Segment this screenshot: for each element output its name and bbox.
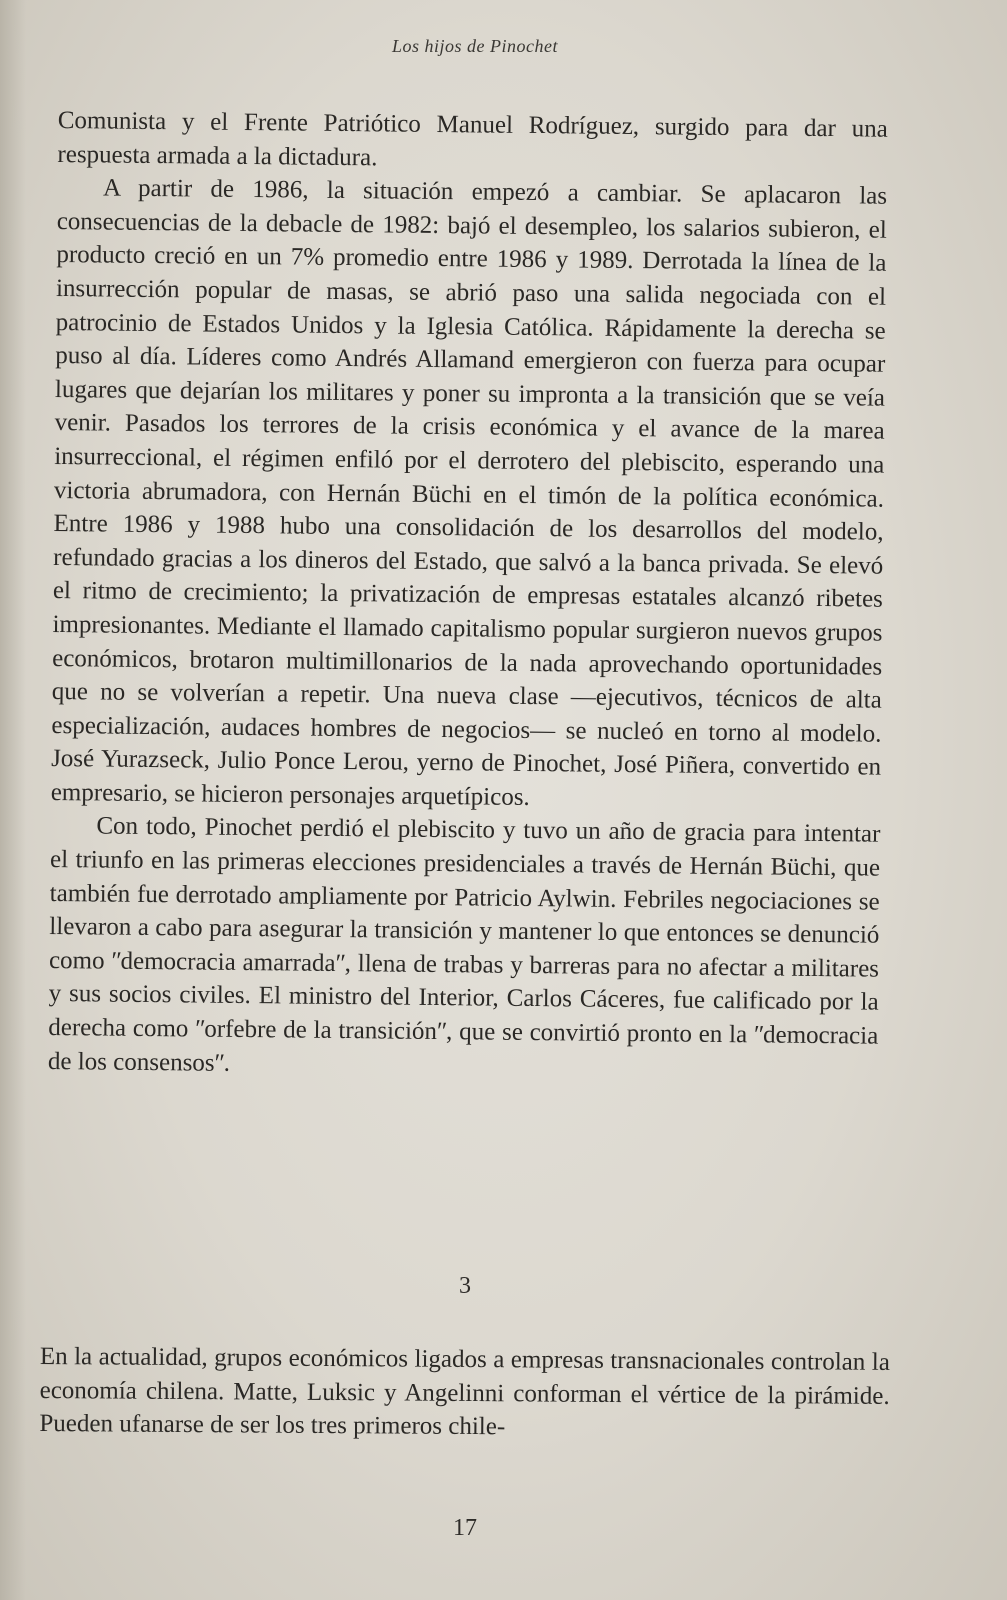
section-number: 3 bbox=[459, 1273, 471, 1299]
section-text bbox=[39, 1340, 890, 1447]
page-number: 17 bbox=[453, 1515, 477, 1541]
gutter-shadow bbox=[0, 0, 26, 1600]
body-text bbox=[48, 104, 888, 1087]
section-paragraph: En la actualidad, grupos económicos ligados a empresas transnacionales controlan la economía chilena. Matte, Luksic y Angelinni conforman el vértice de la pirámide. Pueden ufanarse de ser los tres primeros chile- bbox=[39, 1342, 890, 1441]
paragraph-continuation: Comunista y el Frente Patriótico Manuel Rodríguez, surgido para dar una respuesta armada a la dictadura. bbox=[57, 106, 888, 171]
running-head: Los hijos de Pinochet bbox=[392, 36, 558, 56]
paragraph: Con todo, Pinochet perdió el plebiscito y tuvo un año de gracia para intentar el triunfo en las primeras elecciones presidenciales a través de Hernán Büchi, que también fue derrotado ampliamente por Patricio Aylwin. Febriles negociaciones se llevaron a cabo para asegurar la transición y mantener lo que entonces se denunció como ʺdemocracia amarradaʺ, llena de trabas y barreras para no afectar a militares y sus socios civiles. El ministro del Interior, Carlos Cáceres, fue calificado por la derecha como ʺorfebre de la transiciónʺ, que se convirtió pronto en la ʺdemocracia de los consensosʺ. bbox=[47, 812, 881, 1077]
paragraph: A partir de 1986, la situación empezó a cambiar. Se aplacaron las consecuencias de la debacle de 1982: bajó el desempleo, los salarios subieron, el producto creció en un 7% promedio entre 1986 y 1989. Derrotada la línea de la insurrección popular de masas, se abrió paso una salida negociada con el patrocinio de Estados Unidos y la Iglesia Católica. Rápidamente la derecha se puso al día. Líderes como Andrés Allamand emergieron con fuerza para ocupar lugares que dejarían los militares y poner su impronta a la transición que se veía venir. Pasados los terrores de la crisis económica y el avance de la marea insurreccional, el régimen enfiló por el derrotero del plebiscito, esperando una victoria abrumadora, con Hernán Büchi en el timón de la política económica. Entre 1986 y 1988 hubo una consolidación de los desarrollos del modelo, refundado gracias a los dineros del Estado, que salvó a la banca privada. Se elevó el ritmo de crecimiento; la privatización de empresas estatales alcanzó ribetes impresionantes. Mediante el llamado capitalismo popular surgieron nuevos grupos económicos, brotaron multimillonarios de la nada aprovechando oportunidades que no se volverían a repetir. Una nueva clase —ejecutivos, técnicos de alta especialización, audaces hombres de negocios— se nucleó en torno al modelo. José Yurazseck, Julio Ponce Lerou, yerno de Pinochet, José Piñera, convertido en empresario, se hicieron personajes arquetípicos. bbox=[50, 174, 888, 811]
